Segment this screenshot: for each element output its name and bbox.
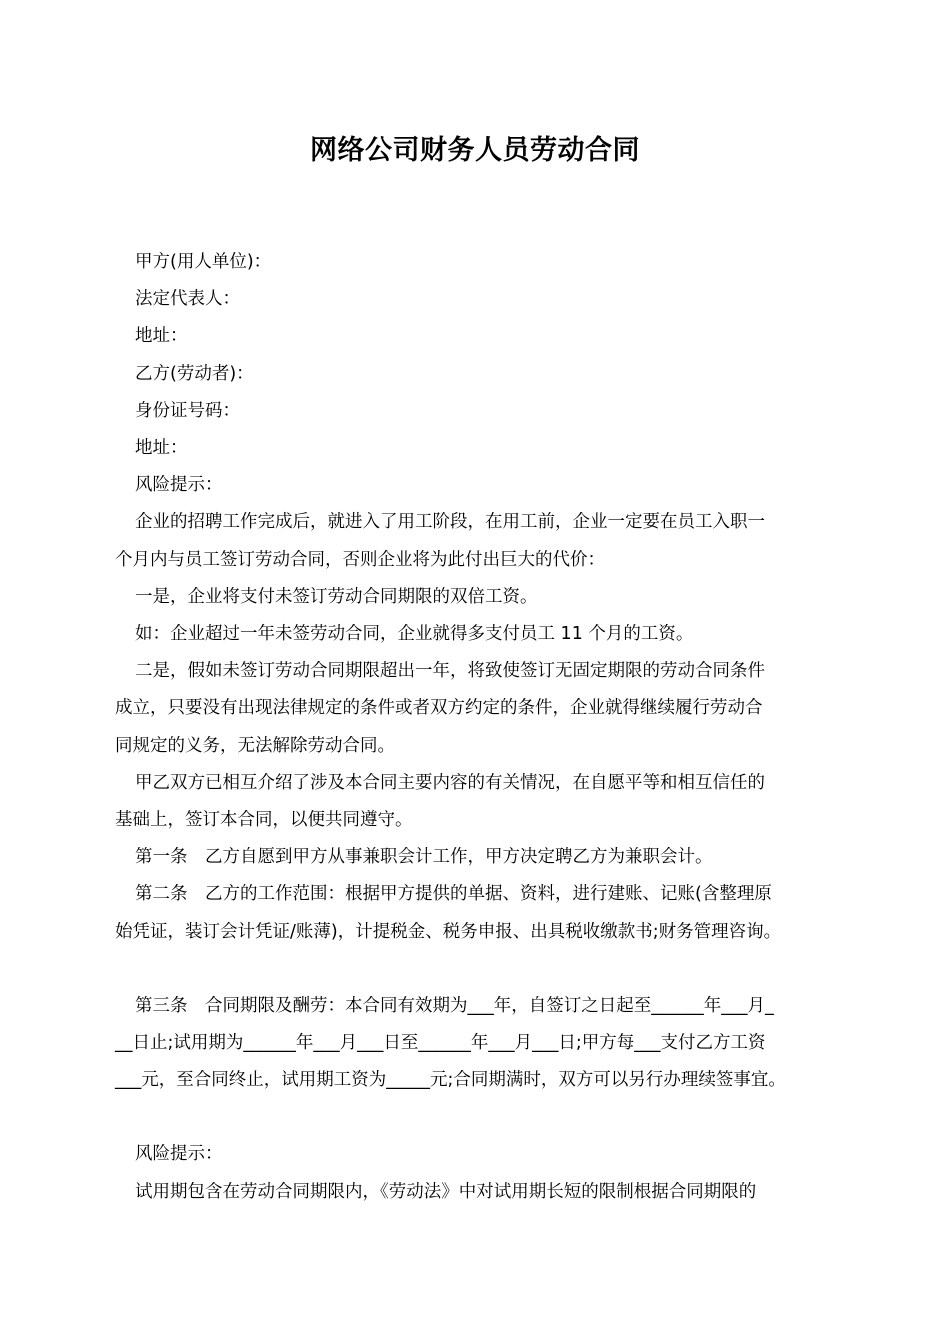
article-1-line: 第一条 乙方自愿到甲方从事兼职会计工作，甲方决定聘乙方为兼职会计。 xyxy=(135,847,713,868)
document-body xyxy=(115,244,845,1211)
paragraph-line: 基础上，签订本合同，以便共同遵守。 xyxy=(115,810,413,831)
article-3-line: 第三条 合同期限及酬劳：本合同有效期为___年，自签订之日起至______年___月_ xyxy=(135,995,774,1016)
risk-notice-heading: 风险提示： xyxy=(135,1144,223,1165)
spacer xyxy=(115,951,845,988)
party-a-address-line: 地址： xyxy=(135,326,188,347)
article-3-line: ___元，至合同终止，试用期工资为_____元;合同期满时，双方可以另行办理续签事宜。 xyxy=(115,1070,786,1091)
paragraph-line: 如：企业超过一年未签劳动合同，企业就得多支付员工 11 个月的工资。 xyxy=(135,624,694,645)
article-3-line: __日止;试用期为______年___月___日至______年___月___日;甲方每___支付乙方工资 xyxy=(115,1033,766,1054)
paragraph-line: 个月内与员工签订劳动合同，否则企业将为此付出巨大的代价： xyxy=(115,549,605,570)
paragraph-line: 同规定的义务，无法解除劳动合同。 xyxy=(115,735,395,756)
party-b-line: 乙方(劳动者)： xyxy=(135,363,254,384)
party-b-address-line: 地址： xyxy=(135,438,188,459)
risk-notice-heading: 风险提示： xyxy=(135,475,223,496)
paragraph-line: 甲乙双方已相互介绍了涉及本合同主要内容的有关情况，在自愿平等和相互信任的 xyxy=(135,772,765,793)
spacer xyxy=(115,1099,845,1136)
article-2-line: 始凭证，装订会计凭证/账薄)，计提税金、税务申报、出具税收缴款书;财务管理咨询。 xyxy=(115,921,782,942)
id-number-line: 身份证号码： xyxy=(135,400,240,421)
legal-representative-line: 法定代表人： xyxy=(135,289,240,310)
paragraph-line: 二是，假如未签订劳动合同期限超出一年，将致使签订无固定期限的劳动合同条件 xyxy=(135,661,765,682)
paragraph-line: 试用期包含在劳动合同期限内，《劳动法》中对试用期长短的限制根据合同期限的 xyxy=(135,1181,757,1202)
paragraph-line: 企业的招聘工作完成后，就进入了用工阶段，在用工前，企业一定要在员工入职一 xyxy=(135,512,765,533)
document-title: 网络公司财务人员劳动合同 xyxy=(310,135,640,166)
article-2-line: 第二条 乙方的工作范围：根据甲方提供的单据、资料，进行建账、记账(含整理原 xyxy=(135,884,772,905)
party-a-line: 甲方(用人单位)： xyxy=(135,252,272,272)
paragraph-line: 成立，只要没有出现法律规定的条件或者双方约定的条件，企业就得继续履行劳动合 xyxy=(115,698,763,719)
paragraph-line: 一是，企业将支付未签订劳动合同期限的双倍工资。 xyxy=(135,586,538,607)
